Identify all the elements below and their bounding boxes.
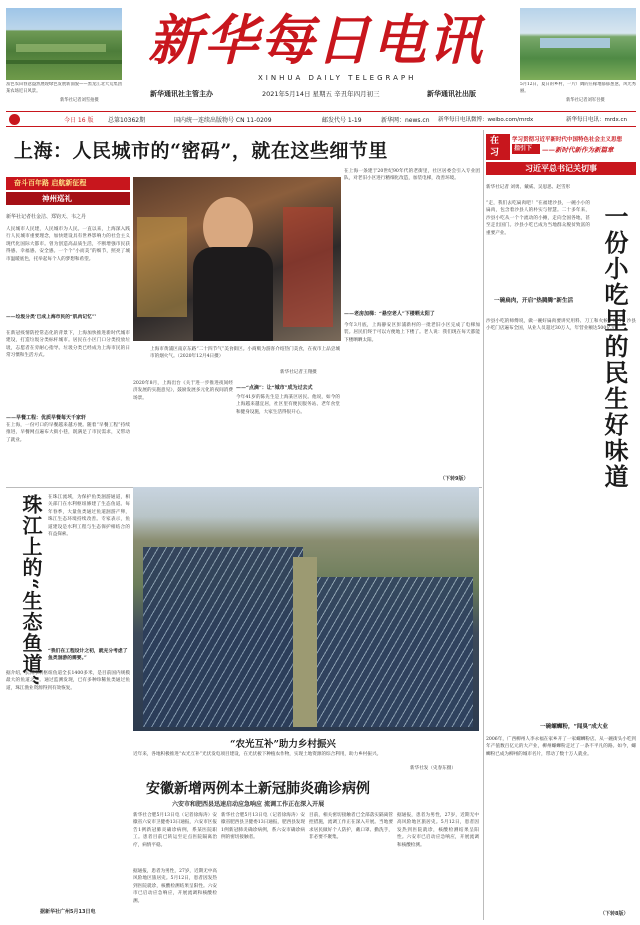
weibo-link[interactable]: 新华每日电讯微博：weibo.com/mrdx (438, 117, 534, 123)
anhui-body-5: 据通报，患者为男性，27岁，近期无中高风险地区旅居史。5月12日，患者因发热到医院就诊，核酸检测结果呈阳性。六安市已启动应急响应，开展流调和核酸检测。 (397, 813, 479, 848)
postal-code: 邮发代号 1-19 (322, 117, 362, 124)
anhui-body-1: 新华社合肥5月13日电（记者徐海涛）安徽省六安市卫健委13日通报，六安市区报告1例新冠肺炎确诊病例，系某医院职工。患者目前已转运至定点医院隔离治疗，病情平稳。 (133, 813, 217, 848)
masthead-left-credit: 新华社记者刘雪拍摄 (60, 98, 99, 103)
lead-photo (133, 177, 341, 341)
lead-byline: 新华社记者杜金洁、郑钧天、韦之丹 (6, 214, 87, 220)
site-link[interactable]: 新华网：news.cn (381, 117, 430, 124)
lead-sub-4: ——老房加梯：“悬空老人”下楼晒太阳了 (344, 311, 435, 317)
pearl-sub: “我们在工程设计之初，就充分考虑了鱼类洄游的需要。” (48, 648, 128, 661)
right-continued: （下转8版） (600, 911, 629, 917)
solar-caption: 近年来，各地积极推进“农光互补”光伏发电项目建设，在光伏板下种植农作物，实现土地资源的综合利用，助力乡村振兴。 (133, 752, 382, 757)
masthead-tagline-left: 新华通讯社主管主办 (150, 90, 213, 98)
masthead-right-caption: 5月12日，夏日的乡村，一片广阔的庄稼地郁郁葱葱，风光秀丽。 (520, 82, 636, 94)
masthead-right-credit: 新华社记者刘军吾摄 (566, 98, 605, 103)
masthead-left-caption: 富色农田春意盎然展现绿色发展新面貌——黑龙江北大荒集团某农场近日风景。 (6, 82, 122, 94)
masthead-left-photo (6, 8, 122, 80)
lead-ribbon: 奋斗百年路 启航新征程 (6, 177, 130, 190)
anhui-subhead: 六安市和肥西县迅速启动应急响应 流调工作正在深入开展 (172, 801, 325, 808)
right-vertical-title: 一份小吃里的民生好味道 (600, 204, 629, 490)
pearl-body: 在珠江流域，为保护鱼类洄游通道，相关部门在水利枢纽修建了生态鱼道。每年春季，大量鱼类通过鱼道洄游产卵，珠江生态环境持续改善。专家表示，鱼道建设是水利工程与生态保护相结合的有益探索。 (48, 495, 130, 538)
lead-body-4: 2020年8月，上海出台《关于进一步推进夜间经济发展的实施意见》，鼓励发展多元化的夜间消费场景。 (133, 381, 233, 401)
right-tag-title: 学习贯彻习近平新时代中国特色社会主义思想 (512, 137, 623, 143)
column-divider (483, 130, 484, 920)
anhui-headline: 安徽新增两例本土新冠肺炎确诊病例 (146, 781, 370, 797)
right-tag: 在习 (486, 134, 510, 160)
masthead-right-photo (520, 8, 636, 80)
lead-body-1: 人民城市人民建，人民城市为人民。一直以来，上海深入践行人民城市重要理念，加快建设具有世界影响力的社会主义现代化国际大都市。曾为创造高品质生活，不断增强市民获得感、幸福感、安全感。一个个“小而美”的细节，照亮了城市温暖底色，托举起每个人的梦想和希望。 (6, 227, 130, 262)
anhui-body-4: 目前，相关密切接触者已全部落实隔离管控措施，流调工作正在深入开展。当地要求居民做好个人防护，戴口罩、勤洗手，非必要不聚集。 (309, 813, 393, 841)
masthead-date: 2021年5月14日 星期五 辛丑年四月初三 (262, 90, 380, 98)
right-byline: 新华社记者 刘勇、戴威、吴思思、赵雪彤 (486, 185, 571, 190)
solar-caption-title: “农光互补”助力乡村振兴 (230, 739, 336, 750)
solar-credit: 新华社发（史春东摄） (410, 766, 456, 771)
lead-column-label: 神州巡礼 (6, 192, 130, 205)
logo-icon (9, 114, 20, 125)
lead-continued: （下转9版） (440, 476, 469, 482)
right-sub-1: 一碗扁肉，开启“热腾腾”新生活 (494, 298, 574, 304)
lead-headline: 上海：人民城市的“密码”，就在这些细节里 (14, 140, 388, 162)
mrdx-link[interactable]: 新华每日电讯：mrdx.cn (566, 117, 628, 123)
masthead-title (148, 2, 498, 80)
masthead (0, 0, 640, 110)
right-body-2: 沙县小吃的师傅说，做一碗好扁肉要讲究用料、刀工和火候。如今，沙县小吃门店遍布全国，从业人员超过30万人，年营业额达500亿元。 (486, 319, 636, 332)
lead-body-7: 今年3月底，上海静安区彭浦新村的一批老旧小区完成了电梯加装。居民们终于可以方便地上下楼了。老人说：我们现在每天都能下楼晒晒太阳。 (344, 323, 480, 343)
lead-photo-credit: 新华社记者王翔摄 (280, 370, 317, 375)
masthead-pinyin: XINHUA DAILY TELEGRAPH (258, 74, 417, 82)
issue-number: 总第10362期 (108, 117, 146, 124)
lead-body-2: 在新冠疫情防控常态化的背景下，上海加快推进新时代城市建设，打造垃圾分类标杆城市。居民在小区门口分类投放垃圾，志愿者在旁耐心指导。垃圾分类已经成为上海市民的日常习惯和生活方式。 (6, 331, 130, 359)
solar-photo (133, 487, 479, 731)
right-sub-2: 一碗螺蛳粉，“闻臭”成大业 (540, 724, 608, 730)
lead-body-6: 在上海一条建于20世纪90年代的老街里，社区居委会引入专业团队，对老旧小区进行精细化改造，加装电梯，改善环境。 (344, 169, 480, 182)
pearl-body-2: 据介绍，长洲水利枢纽鱼道全长1400多米，是目前国内规模最大的鱼道之一。通过监测发现，已有多种珍稀鱼类通过鱼道，珠江渔业资源得到有效恢复。 (6, 671, 130, 691)
lead-body-3: 在上海，一份可口的早餐越来越方便。随着“早餐工程”持续推进，早餐网点遍布大街小巷，既满足了市民需求，又带动了就业。 (6, 423, 130, 443)
anhui-body-3: 新华社合肥5月13日电（记者徐海涛）安徽省肥西县卫健委13日通报，肥西县发现1例新冠肺炎确诊病例，系六安市确诊病例的密切接触者。 (221, 813, 305, 841)
right-body-3: 2006年，广西柳州人李永福在家乡开了一家螺蛳粉店。从一碗街头小吃到年产值数百亿元的大产业，柳州螺蛳粉走过了一条不平凡的路。如今，螺蛳粉已成为柳州的城市名片，带动了数十万人就业。 (486, 737, 636, 757)
masthead-tagline-right: 新华通讯社出版 (427, 90, 476, 98)
lead-body-5: 今年41岁的陈先生是上海某区居民。他说，如今的上海越来越宜居，社区里有便民服务站、老年食堂和健身设施，大家生活得很开心。 (236, 395, 340, 415)
anhui-body-2: 据通报，患者为男性，27岁，近期无中高风险地区旅居史。5月12日，患者因发热到医院就诊，核酸检测结果呈阳性。六安市已启动应急响应，开展流调和核酸检测。 (133, 869, 217, 904)
lead-sub-2: ——早餐工程：优质早餐每天千家轩 (6, 415, 87, 421)
right-slogan: ——新时代新作为新篇章 (542, 146, 614, 154)
right-header (486, 134, 636, 176)
right-subhead: 习近平总书记关切事 (486, 162, 636, 175)
lead-sub-3: ——“点滴”：让“城市”成为过去式 (236, 385, 313, 391)
pearl-continued: 据新华社广州5月13日电 (40, 909, 96, 915)
lead-sub-1: ——垃圾分类‘已成上海市民的“肌肉记忆”’ (6, 314, 97, 320)
masthead-title-text: 新华每日电讯 (148, 8, 484, 72)
pearl-vertical-title: 珠江上的“生态鱼道” (19, 494, 43, 688)
right-guide: 指引下 (512, 144, 540, 154)
right-body-1: “走，我们去吃扁肉吧！”在福建沙县，一碗小小的扁肉，包含着沙县人的朴实与智慧。二十多年来，沙县小吃从一个个流动的小摊，走向全国各地，甚至走出国门。沙县小吃已成为当地群众脱贫致富的重要产业。 (486, 201, 590, 236)
page-info: 今日 16 版 (64, 117, 94, 124)
cn-code: 国内统一连续出版物号 CN 11-0209 (174, 117, 272, 124)
info-bar (6, 111, 636, 127)
lead-photo-caption: 上海市黄浦区南京东路“二十四节气”美食街区。小商贩为游客介绍热门美食，在夜市上品尝城市的烟火气。（2020年12月4日摄） (150, 347, 340, 360)
